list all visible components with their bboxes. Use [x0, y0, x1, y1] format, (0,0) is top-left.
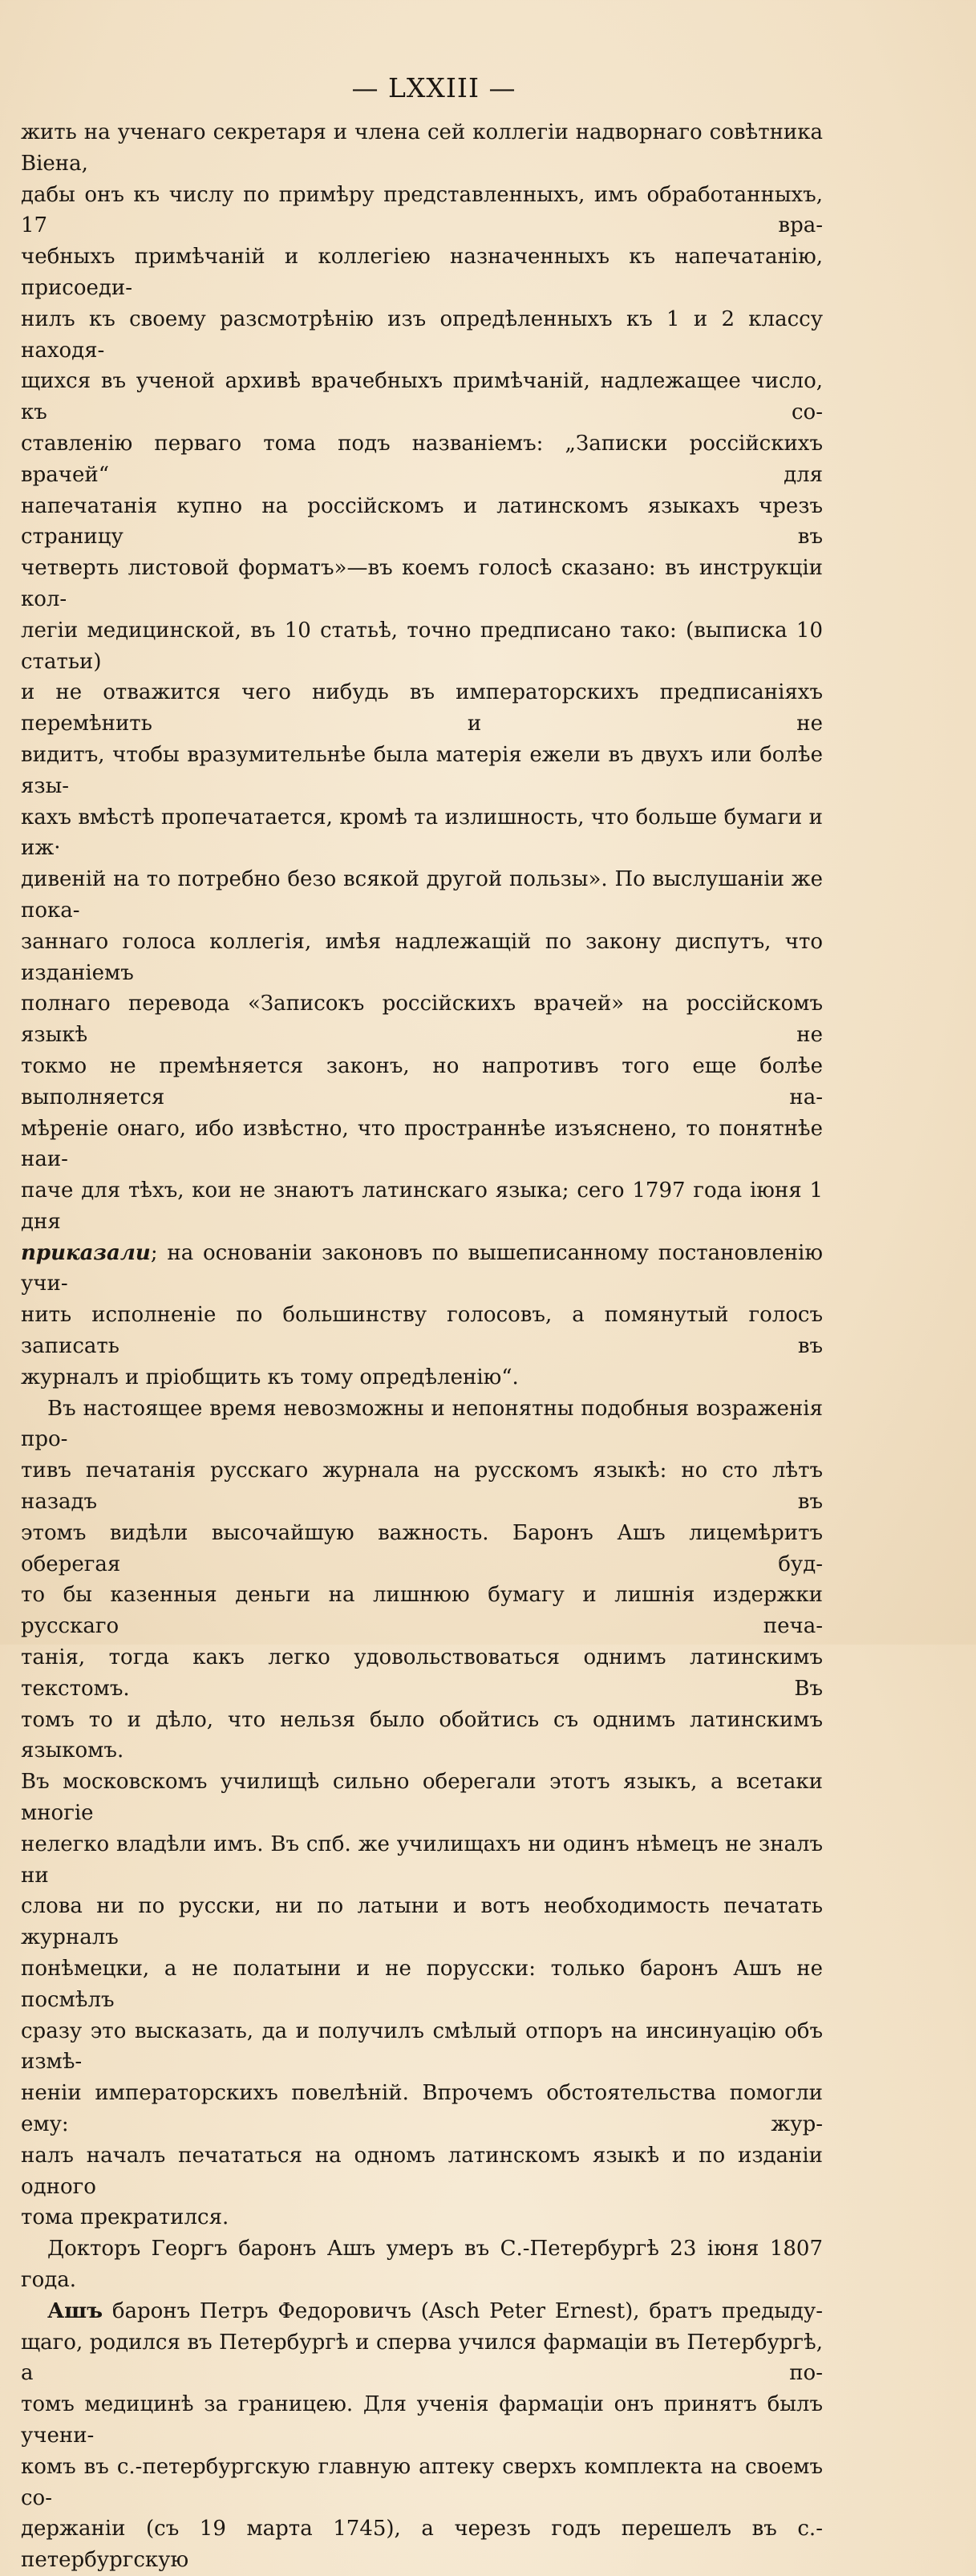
- paragraph-end-line: тома прекратился.: [21, 2205, 229, 2230]
- paragraph-start-line: [21, 2296, 823, 2327]
- text-line: этомъ видѣли высочайшую важность. Баронъ Ашъ лицемѣритъ оберегая буд-: [21, 1520, 823, 1576]
- text-line: нилъ къ своему разсмотрѣнію изъ опредѣленныхъ къ 1 и 2 классу находя-: [21, 306, 823, 363]
- text-line: дивеній на то потребно безо всякой другой пользы». По выслушаніи же пока-: [21, 867, 823, 923]
- text-line: и не отважится чего нибудь въ императорскихъ предписаніяхъ перемѣнить и не: [21, 680, 823, 736]
- text-line: полнаго перевода «Записокъ россійскихъ врачей» на россійскомъ языкѣ не: [21, 992, 823, 1048]
- paragraph-end-line: журналъ и пріобщить къ тому опредѣленію“.: [21, 1365, 519, 1389]
- text-line-with-italic: [21, 1238, 823, 1300]
- paragraph-single-line: Докторъ Георгъ баронъ Ашъ умеръ въ С.-Петербургѣ 23 іюня 1807 года.: [21, 2237, 823, 2292]
- text-line: напечатанія купно на россійскомъ и латинскомъ языкахъ чрезъ страницу въ: [21, 493, 823, 550]
- text-line: ставленію перваго тома подъ названіемъ: „Записки россійскихъ врачей“ для: [21, 431, 823, 487]
- text-line: щихся въ ученой архивѣ врачебныхъ примѣчаній, надлежащее число, къ со-: [21, 369, 823, 425]
- paragraph-start-line: Въ настоящее время невозможны и непонятны подобныя возраженія про-: [21, 1396, 823, 1452]
- text-line: кахъ вмѣстѣ пропечатается, кромѣ та излишность, что больше бумаги и иж·: [21, 805, 823, 861]
- text-line: чебныхъ примѣчаній и коллегіею назначенныхъ къ напечатанію, присоеди-: [21, 245, 823, 300]
- text-line: комъ въ с.-петербургскую главную аптеку сверхъ комплекта на своемъ со-: [21, 2454, 823, 2510]
- page-number: — LXXIII —: [351, 72, 516, 103]
- text-line: четверть листовой форматъ»—въ коемъ голосѣ сказано: въ инструкціи кол-: [21, 556, 823, 611]
- text-line: понѣмецки, а не полатыни и не порусски: только баронъ Ашъ не посмѣлъ: [21, 1957, 823, 2012]
- body-text: [21, 117, 823, 2576]
- text-line: томъ медицинѣ за границею. Для ученія фармаціи онъ принятъ былъ учени-: [21, 2392, 823, 2448]
- text-line: заннаго голоса коллегія, имѣя надлежащій по закону диспутъ, что изданіемъ: [21, 929, 823, 985]
- text-line: паче для тѣхъ, кои не знаютъ латинскаго языка; сего 1797 года іюня 1 дня: [21, 1178, 823, 1234]
- line-rest: ; на основаніи законовъ по вышеписанному постановленію учи-: [21, 1240, 823, 1296]
- text-line: нелегко владѣли имъ. Въ спб. же училищахъ ни одинъ нѣмецъ не зналъ ни: [21, 1832, 823, 1888]
- text-line: держаніи (съ 19 марта 1745), а черезъ годъ перешелъ въ с.-петербургскую: [21, 2517, 823, 2573]
- text-line: танія, тогда какъ легко удовольствоваться однимъ латинскимъ текстомъ. Въ: [21, 1645, 823, 1701]
- text-line: жить на ученаго секретаря и члена сей коллегіи надворнаго совѣтника Віена,: [21, 120, 823, 176]
- text-line: легіи медицинской, въ 10 статьѣ, точно предписано тако: (выписка 10 статьи): [21, 618, 823, 674]
- text-line: томъ то и дѣло, что нельзя было обойтись съ однимъ латинскимъ языкомъ.: [21, 1707, 823, 1763]
- text-line: токмо не премѣняется законъ, но напротивъ того еще болѣе выполняется на-: [21, 1053, 823, 1110]
- entry-heading: Ашъ: [47, 2298, 103, 2323]
- text-line: тивъ печатанія русскаго журнала на русскомъ языкѣ: но сто лѣтъ назадъ въ: [21, 1458, 823, 1515]
- text-line: дабы онъ къ числу по примѣру представленныхъ, имъ обработанныхъ, 17 вра-: [21, 182, 823, 238]
- text-line: мѣреніе онаго, ибо извѣстно, что пространнѣе изъяснено, то понятнѣе наи-: [21, 1116, 823, 1172]
- document-page: [21, 71, 823, 2576]
- italic-word: приказали: [21, 1240, 151, 1265]
- line-rest: баронъ Петръ Федоровичъ (Asch Peter Ernest), братъ предыду-: [103, 2298, 823, 2323]
- text-line: слова ни по русски, ни по латыни и вотъ необходимость печатать журналъ: [21, 1894, 823, 1950]
- text-line: щаго, родился въ Петербургѣ и сперва учился фармаціи въ Петербургѣ, а по-: [21, 2330, 823, 2386]
- text-line: то бы казенныя деньги на лишнюю бумагу и лишнія издержки русскаго печа-: [21, 1583, 823, 1639]
- text-line: налъ началъ печататься на одномъ латинскомъ языкѣ и по изданіи одного: [21, 2143, 823, 2199]
- text-line: видитъ, чтобы вразумительнѣе была матерія ежели въ двухъ или болѣе язы-: [21, 742, 823, 798]
- text-line: неніи императорскихъ повелѣній. Впрочемъ обстоятельства помогли ему: жур-: [21, 2081, 823, 2136]
- text-line: сразу это высказать, да и получилъ смѣлый отпоръ на инсинуацію объ измѣ-: [21, 2018, 823, 2075]
- text-line: Въ московскомъ училищѣ сильно оберегали этотъ языкъ, а всетаки многіе: [21, 1770, 823, 1826]
- text-line: нить исполненіе по большинству голосовъ, а помянутый голосъ записать въ: [21, 1303, 823, 1359]
